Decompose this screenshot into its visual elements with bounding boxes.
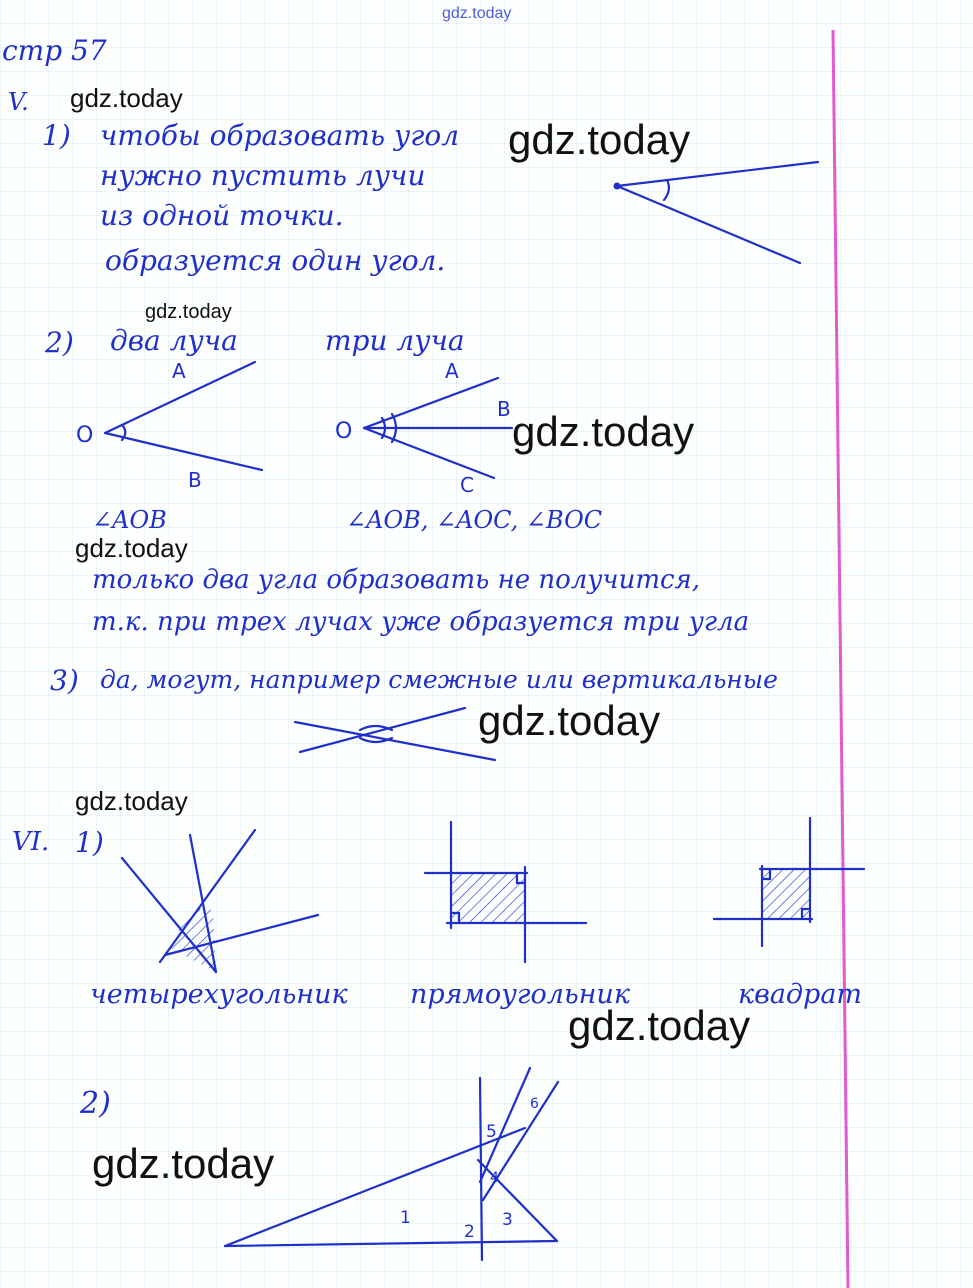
vi2-triangle-figure [225, 1068, 558, 1260]
vi1-caption-rectangle: прямоугольник [410, 979, 630, 1010]
vi2-number: 2) [80, 1086, 111, 1121]
label-a-two: A [172, 359, 186, 383]
page-label: стр 57 [2, 34, 107, 67]
v1-line-4: образуется один угол. [105, 244, 446, 277]
watermark: gdz.today [478, 697, 661, 744]
section-v-numeral: V. [8, 88, 29, 116]
vi2-region-3: 3 [502, 1210, 513, 1230]
v2-number: 2) [45, 326, 74, 359]
label-c-three: C [460, 473, 474, 497]
watermark: gdz.today [70, 83, 183, 113]
v1-angle-figure [614, 162, 819, 263]
v3-number: 3) [50, 664, 79, 697]
v1-line-2: нужно пустить лучи [100, 159, 426, 192]
v2-conclusion-1: только два угла образовать не получится, [92, 565, 701, 595]
watermark: gdz.today [508, 116, 691, 163]
watermark: gdz.today [75, 533, 188, 563]
label-o-three: O [335, 419, 353, 444]
label-a-three: A [445, 359, 459, 383]
vi2-region-2: 2 [464, 1222, 475, 1242]
section-vi-numeral: VI. [12, 827, 50, 857]
label-o-two: O [76, 423, 94, 448]
watermark: gdz.today [512, 408, 695, 455]
v3-text: да, могут, например смежные или вертикальные [100, 665, 778, 694]
vi2-region-1: 1 [400, 1208, 411, 1228]
v2-conclusion-2: т.к. при трех лучах уже образуется три угла [92, 607, 750, 637]
vi1-quadrilateral-figure [122, 830, 318, 972]
v2-three-rays-figure [364, 378, 512, 478]
v2-angles-three: ∠AOB, ∠AOC, ∠BOC [346, 506, 603, 534]
vi2-region-4: 4 [490, 1170, 499, 1186]
watermark-top: gdz.today [442, 5, 512, 22]
vi1-caption-quadrilateral: четырехугольник [90, 979, 348, 1010]
vi1-rectangle-figure [425, 822, 586, 962]
label-b-two: B [188, 468, 202, 492]
vi2-region-6: 6 [530, 1096, 539, 1112]
v1-line-3: из одной точки. [100, 199, 344, 232]
vi1-caption-square: квадрат [738, 979, 863, 1010]
v2-three-rays-heading: три луча [325, 324, 465, 357]
v1-number: 1) [42, 119, 71, 152]
vi1-number: 1) [75, 826, 104, 859]
label-b-three: B [497, 397, 511, 421]
watermark: gdz.today [75, 786, 188, 816]
watermark: gdz.today [92, 1140, 275, 1187]
v2-angles-two: ∠AOB [92, 506, 167, 534]
v3-crossing-lines [295, 708, 495, 760]
watermark: gdz.today [145, 301, 232, 323]
v2-two-rays-heading: два луча [110, 324, 238, 357]
margin-line [833, 30, 848, 1288]
vi2-region-5: 5 [486, 1122, 497, 1142]
v1-line-1: чтобы образовать угол [100, 119, 460, 152]
watermark: gdz.today [568, 1002, 751, 1049]
